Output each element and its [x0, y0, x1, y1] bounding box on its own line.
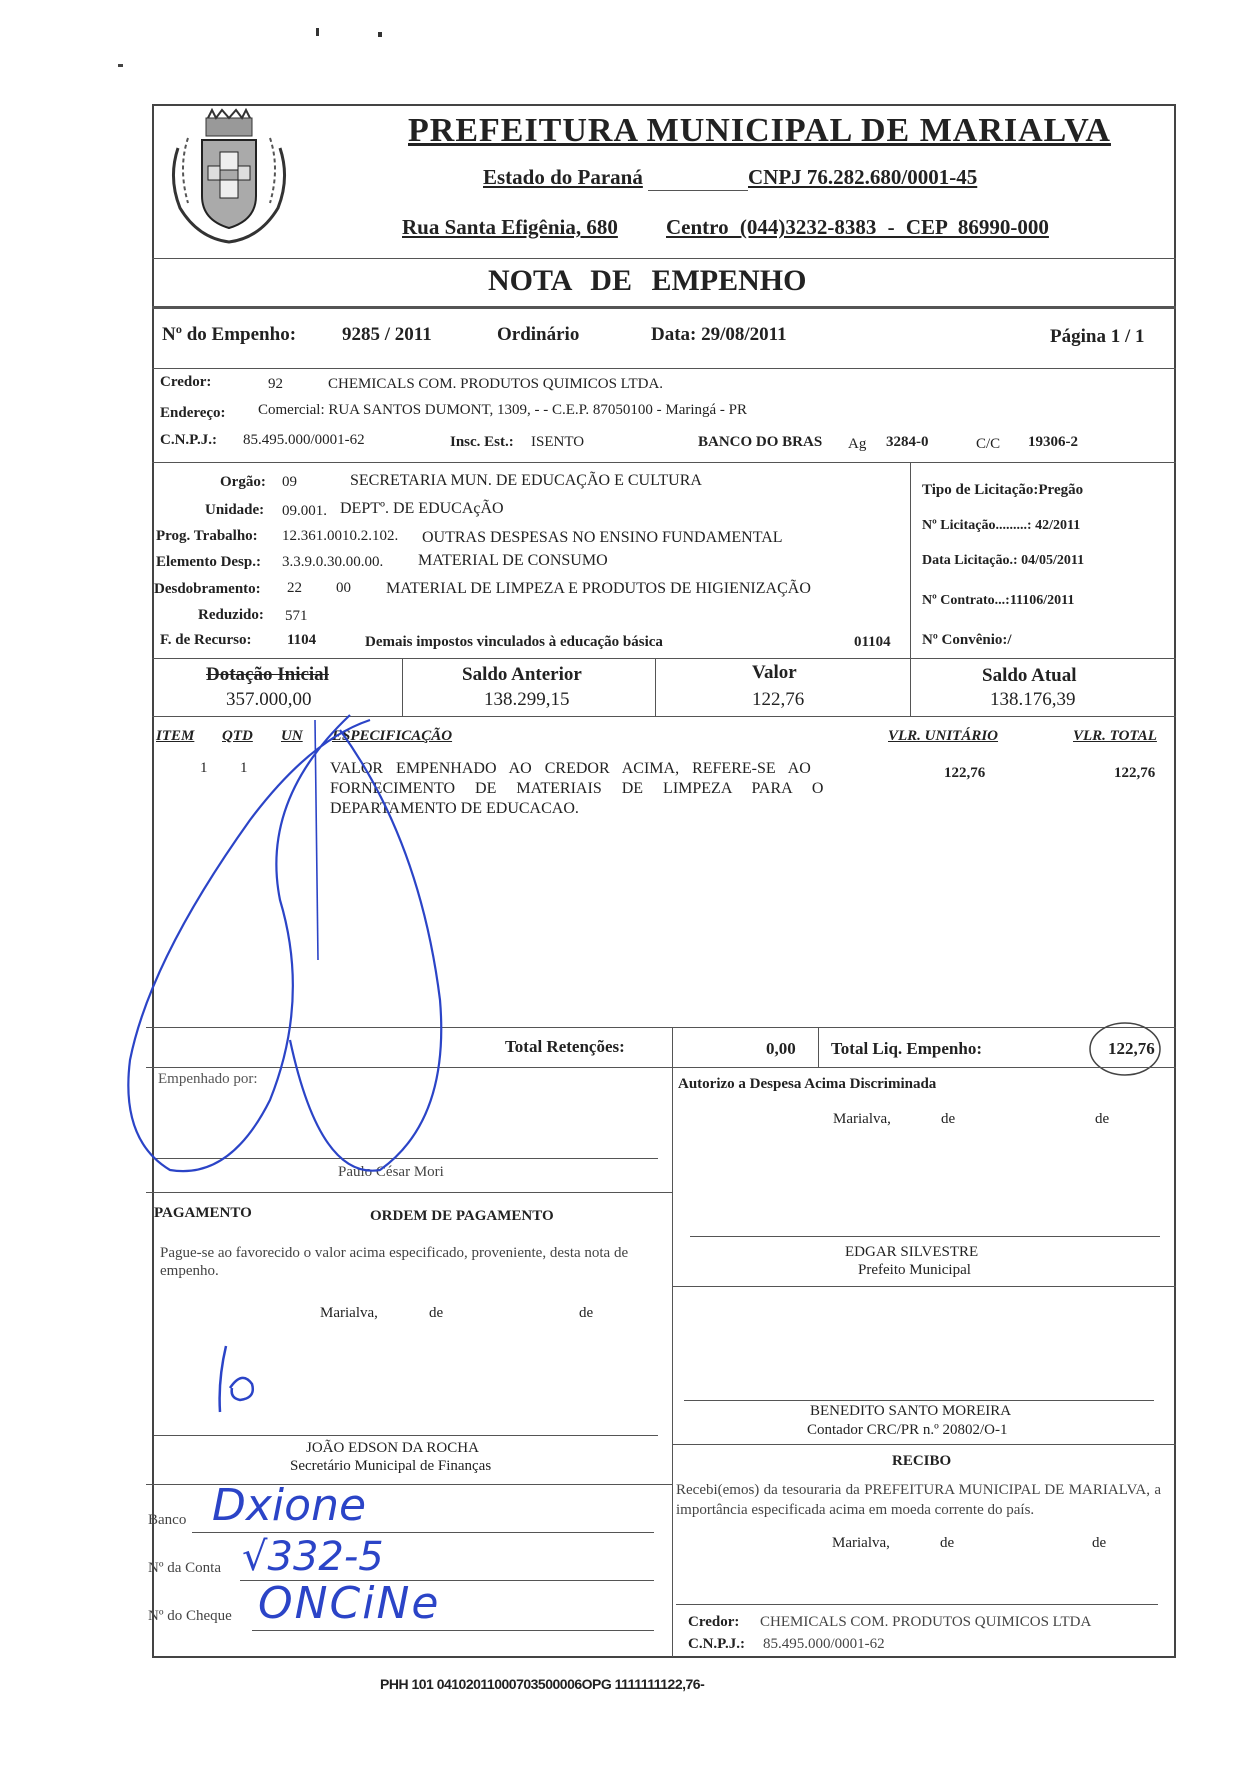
autoriza-label: Autorizo a Despesa Acima Discriminada	[678, 1076, 937, 1092]
footer-code: PHH 101 04102011000703500006OPG 1111111122,76-	[380, 1676, 705, 1692]
prog-nome: OUTRAS DESPESAS NO ENSINO FUNDAMENTAL	[422, 529, 783, 546]
fonte-nome: Demais impostos vinculados à educação básica	[365, 634, 663, 650]
item-num: 1	[200, 760, 208, 776]
pagamento-texto: Pague-se ao favorecido o valor acima especificado, proveniente, desta nota de empenho.	[160, 1245, 629, 1279]
doc-title: NOTA DE EMPENHO	[488, 264, 807, 297]
fonte-num: 01104	[854, 634, 891, 650]
recibo-de1: de	[940, 1535, 955, 1551]
item-esp-line1: VALOR EMPENHADO AO CREDOR ACIMA, REFERE-SE AO	[330, 760, 811, 777]
col-unit: VLR. UNITÁRIO	[888, 728, 999, 744]
recibo-cnpj: 85.495.000/0001-62	[763, 1636, 885, 1652]
credor-cnpj: 85.495.000/0001-62	[243, 432, 365, 448]
item-qtd: 1	[240, 760, 248, 776]
autoriza-de2: de	[1095, 1111, 1110, 1127]
reduzido-label: Reduzido:	[198, 607, 264, 623]
contador-cargo: Contador CRC/PR n.º 20802/O-1	[807, 1422, 1008, 1438]
recibo-label: RECIBO	[892, 1453, 952, 1469]
retencoes-label: Total Retenções:	[505, 1037, 625, 1056]
credor-codigo: 92	[268, 376, 283, 392]
recibo-credor-label: Credor:	[688, 1614, 740, 1630]
desd-label: Desdobramento:	[154, 581, 261, 597]
header-title: PREFEITURA MUNICIPAL DE MARIALVA	[408, 112, 1111, 149]
credor-label: Credor:	[160, 374, 212, 390]
autoriza-de1: de	[941, 1111, 956, 1127]
scan-speck	[118, 64, 123, 67]
credor-cnpj-label: C.N.P.J.:	[160, 432, 217, 448]
unidade-cod: 09.001.	[282, 503, 327, 519]
header-cnpj: CNPJ 76.282.680/0001-45	[748, 165, 978, 189]
empenho-data: Data: 29/08/2011	[651, 324, 787, 345]
pen-loop-mark	[110, 700, 460, 1180]
col-esp: ESPECIFICAÇÃO	[332, 728, 453, 744]
conta-label: Nº da Conta	[148, 1560, 221, 1576]
header-endereco: Rua Santa Efigênia, 680	[402, 215, 618, 239]
empenho-numero-label: Nº do Empenho:	[162, 324, 297, 345]
prefeito-nome: EDGAR SILVESTRE	[845, 1244, 979, 1260]
fonte-label: F. de Recurso:	[160, 632, 252, 648]
recibo-cnpj-label: C.N.P.J.:	[688, 1636, 745, 1652]
empenhado-nome: Paulo César Mori	[338, 1164, 444, 1180]
item-unit: 122,76	[944, 765, 986, 781]
atual-label: Saldo Atual	[982, 665, 1077, 686]
licitacao-data: Data Licitação.: 04/05/2011	[922, 553, 1085, 568]
pagamento-de2: de	[579, 1305, 594, 1321]
empenho-tipo: Ordinário	[497, 324, 580, 345]
licitacao-tipo: Tipo de Licitação:Pregão	[922, 482, 1084, 498]
unidade-nome: DEPTº. DE EDUCAçÃO	[340, 500, 504, 517]
secretario-nome: JOÃO EDSON DA ROCHA	[306, 1440, 479, 1456]
header-endereco-rest: Centro (044)3232-8383 - CEP 86990-000	[666, 215, 1049, 239]
reduzido: 571	[285, 608, 308, 624]
credor-cc: 19306-2	[1028, 434, 1078, 450]
cheque-handwritten: ONCiNe	[258, 1578, 441, 1629]
empenho-pagina: Página 1 / 1	[1050, 326, 1145, 347]
cheque-label: Nº do Cheque	[148, 1608, 232, 1624]
anterior-valor: 138.299,15	[484, 689, 570, 710]
credor-endereco-label: Endereço:	[160, 405, 226, 421]
credor-nome: CHEMICALS COM. PRODUTOS QUIMICOS LTDA.	[328, 376, 664, 392]
prog-label: Prog. Trabalho:	[156, 528, 258, 544]
conta-handwritten: √332-5	[242, 1534, 384, 1580]
total-circle-mark	[1085, 1012, 1165, 1084]
coat-of-arms-icon	[158, 108, 300, 248]
ordem-label: ORDEM DE PAGAMENTO	[370, 1208, 554, 1224]
recibo-texto: Recebi(emos) da tesouraria da PREFEITURA MUNICIPAL DE MARIALVA, a importância especificada acima em moeda corrente do país.	[676, 1482, 1161, 1518]
retencoes-valor: 0,00	[766, 1039, 796, 1058]
elem-nome: MATERIAL DE CONSUMO	[418, 552, 608, 569]
banco-handwritten: Dxione	[212, 1480, 367, 1531]
liquido-valor: 122,76	[1108, 1039, 1155, 1058]
credor-insc: ISENTO	[531, 434, 585, 450]
prefeito-cargo: Prefeito Municipal	[858, 1262, 971, 1278]
col-qtd: QTD	[222, 728, 253, 744]
prog-cod: 12.361.0010.2.102.	[282, 528, 399, 544]
licitacao-numero: Nº Licitação.........: 42/2011	[922, 518, 1081, 533]
desd-b: 00	[336, 580, 351, 596]
recibo-local: Marialva,	[832, 1535, 890, 1551]
recibo-de2: de	[1092, 1535, 1107, 1551]
unidade-label: Unidade:	[205, 502, 265, 518]
item-esp-line2: FORNECIMENTO DE MATERIAIS DE LIMPEZA PARA O	[330, 780, 824, 797]
scan-speck	[378, 32, 382, 37]
credor-cc-label: C/C	[976, 436, 1001, 452]
desd-a: 22	[287, 580, 302, 596]
contador-nome: BENEDITO SANTO MOREIRA	[810, 1403, 1012, 1419]
dotacao-label: Dotação Inicial	[206, 664, 329, 685]
elem-cod: 3.3.9.0.30.00.00.	[282, 554, 384, 570]
item-esp-line3: DEPARTAMENTO DE EDUCACAO.	[330, 800, 579, 817]
credor-endereco: Comercial: RUA SANTOS DUMONT, 1309, - - C.E.P. 87050100 - Maringá - PR	[258, 402, 748, 418]
credor-ag-label: Ag	[848, 436, 867, 452]
elem-label: Elemento Desp.:	[156, 554, 261, 570]
item-total: 122,76	[1114, 765, 1156, 781]
banco-label: Banco	[148, 1512, 187, 1528]
empenho-numero: 9285 / 2011	[342, 324, 432, 345]
licitacao-contrato: Nº Contrato...:11106/2011	[922, 593, 1075, 608]
empenhado-label: Empenhado por:	[158, 1071, 258, 1087]
header-estado: Estado do Paraná	[483, 165, 643, 189]
recibo-credor: CHEMICALS COM. PRODUTOS QUIMICOS LTDA	[760, 1614, 1092, 1630]
credor-ag: 3284-0	[886, 434, 929, 450]
orgao-label: Orgão:	[220, 474, 266, 490]
desd-nome: MATERIAL DE LIMPEZA E PRODUTOS DE HIGIENIZAÇÃO	[386, 580, 811, 597]
orgao-cod: 09	[282, 474, 297, 490]
pagamento-de1: de	[429, 1305, 444, 1321]
credor-insc-label: Insc. Est.:	[450, 434, 514, 450]
pagamento-label: PAGAMENTO	[154, 1205, 252, 1221]
credor-banco: BANCO DO BRAS	[698, 434, 823, 450]
autoriza-local: Marialva,	[833, 1111, 891, 1127]
licitacao-convenio: Nº Convênio:/	[922, 632, 1012, 648]
orgao-nome: SECRETARIA MUN. DE EDUCAÇÃO E CULTURA	[350, 472, 702, 489]
atual-valor: 138.176,39	[990, 689, 1076, 710]
anterior-label: Saldo Anterior	[462, 664, 582, 685]
initial-mark	[212, 1340, 272, 1420]
dotacao-valor: 357.000,00	[226, 689, 312, 710]
scan-speck	[316, 28, 319, 36]
liquido-label: Total Liq. Empenho:	[831, 1039, 982, 1058]
pagamento-local: Marialva,	[320, 1305, 378, 1321]
valor-label: Valor	[752, 662, 797, 683]
col-un: UN	[281, 728, 303, 744]
col-total: VLR. TOTAL	[1073, 728, 1157, 744]
fonte-cod: 1104	[287, 632, 317, 648]
col-item: ITEM	[156, 728, 195, 744]
secretario-cargo: Secretário Municipal de Finanças	[290, 1458, 492, 1474]
valor-valor: 122,76	[752, 689, 805, 710]
